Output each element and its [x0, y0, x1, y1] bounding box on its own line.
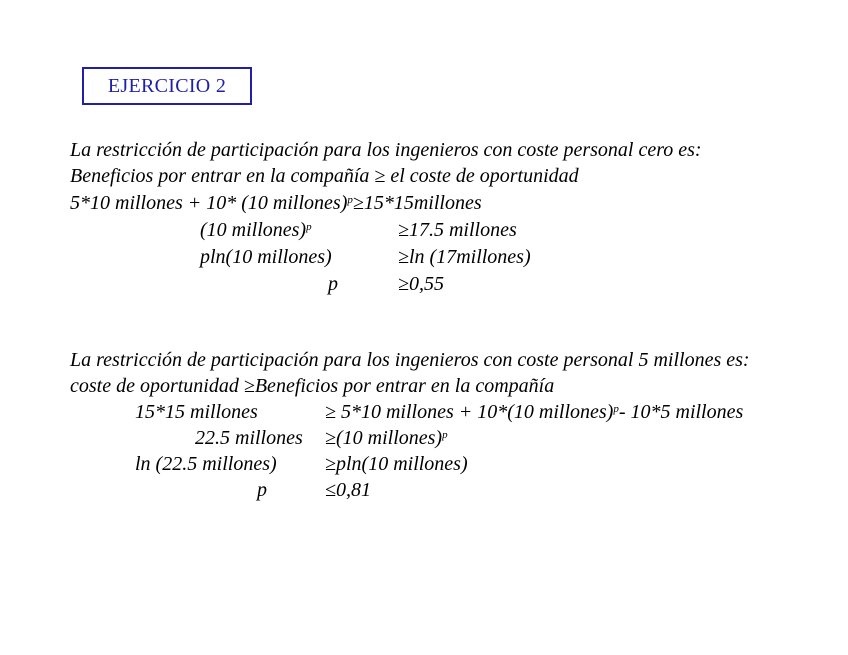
section2-row2-left: 22.5 millones	[195, 427, 303, 449]
section1-row3-left: p	[328, 273, 338, 295]
section1-row2-left: pln(10 millones)	[200, 246, 332, 268]
section2-row3-left: ln (22.5 millones)	[135, 453, 277, 475]
exponent-p: p	[613, 403, 619, 415]
section2-row2-right	[325, 426, 448, 450]
section2-statement: coste de oportunidad ≥Beneficios por entrar en la compañía	[70, 375, 555, 397]
inequality-lhs: 5*10 millones + 10* (10 millones)	[70, 192, 348, 214]
exponent-p: p	[347, 194, 353, 206]
row-right-text: ≥ 5*10 millones + 10*(10 millones)	[325, 401, 614, 423]
section2-row1-left: 15*15 millones	[135, 401, 258, 423]
section1-row1-left	[200, 218, 312, 242]
section1-row3-right: ≥0,55	[398, 273, 444, 295]
section2-row1-right	[325, 400, 743, 424]
inequality-rhs: ≥15*15millones	[352, 192, 482, 214]
section2-row3-right: ≥pln(10 millones)	[325, 453, 468, 475]
row-right-text: ≥(10 millones)	[325, 427, 443, 449]
section1-intro: La restricción de participación para los ingenieros con coste personal cero es:	[70, 139, 702, 161]
exercise-title	[82, 67, 252, 105]
exponent-p: p	[306, 221, 312, 233]
row-left-text: (10 millones)	[200, 219, 307, 241]
section1-row1-right: ≥17.5 millones	[398, 219, 517, 241]
section2-row4-right: ≤0,81	[325, 479, 371, 501]
section1-statement: Beneficios por entrar en la compañía ≥ el coste de oportunidad	[70, 165, 579, 187]
section1-inequality	[70, 191, 482, 215]
section2-row4-left: p	[257, 479, 267, 501]
section2-intro: La restricción de participación para los ingenieros con coste personal 5 millones es:	[70, 349, 750, 371]
exponent-p: p	[442, 429, 448, 441]
row-right-tail: - 10*5 millones	[618, 401, 744, 423]
exercise-title-text: EJERCICIO 2	[107, 74, 227, 97]
section1-row2-right: ≥ln (17millones)	[398, 246, 531, 268]
